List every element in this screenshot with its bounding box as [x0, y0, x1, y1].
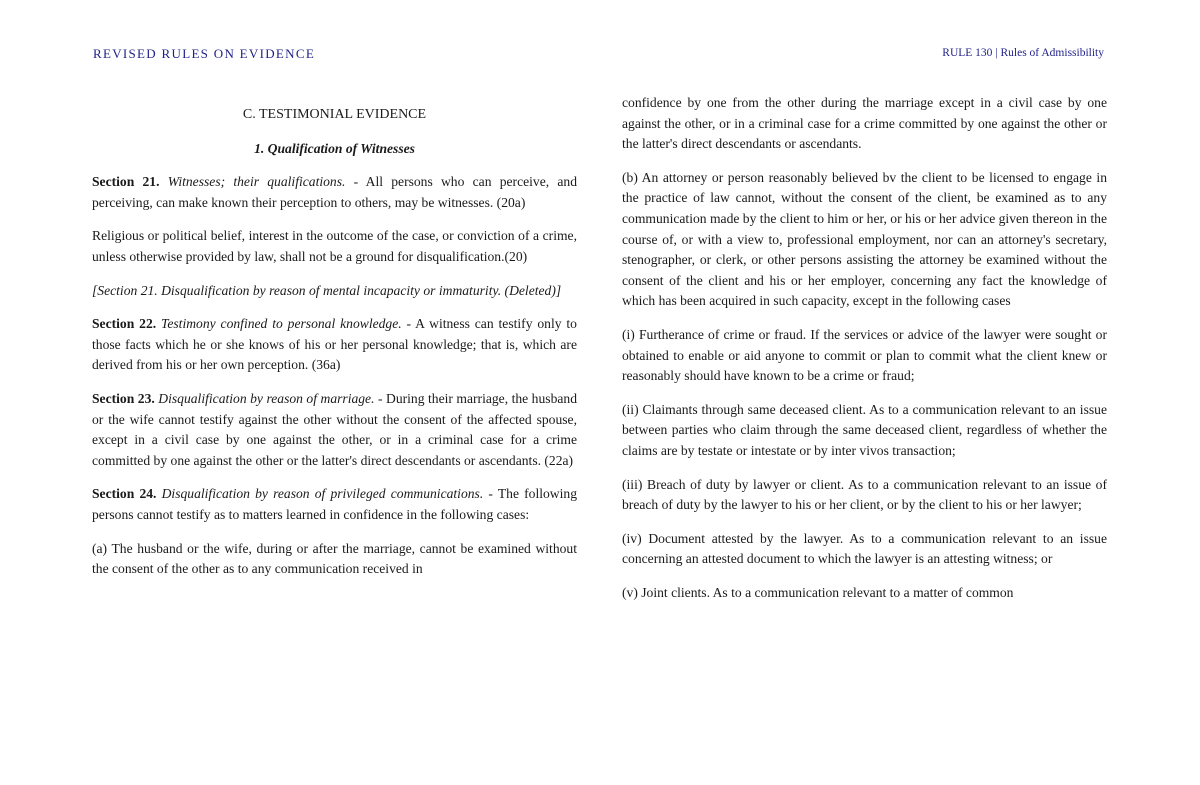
running-header-title: REVISED RULES ON EVIDENCE	[93, 46, 316, 61]
section-23-label: Section 23.	[92, 390, 155, 406]
paragraph-ii: (ii) Claimants through same deceased client. As to a communication relevant to an issue between parties who claim through the same deceased client, regardless of whether the claims are by testate or intestate or by inter vivos transaction;	[622, 401, 1107, 458]
paragraph-i: (i) Furtherance of crime or fraud. If the services or advice of the lawyer were sought or obtained to enable or aid anyone to commit or plan to commit what the client knew or reasonably should have known to be a crime or fraud;	[622, 326, 1107, 384]
section-23-title: Disqualification by reason of marriage.	[158, 390, 375, 406]
running-header-rule: RULE 130 | Rules of Admissibility	[942, 47, 1104, 59]
section-21-title: Witnesses; their qualifications.	[167, 174, 346, 190]
left-column	[92, 93, 577, 593]
deleted-section-paragraph: [Section 21. Disqualification by reason of mental incapacity or immaturity. (Deleted)]	[92, 282, 562, 298]
section-22-title: Testimony confined to personal knowledge.	[161, 316, 402, 332]
paragraph-a-continued: confidence by one from the other during the marriage except in a civil case by one against the other, or in a criminal case for a crime committed by one against the other or the latter's direct descendants or ascendants.	[622, 95, 1107, 152]
section-21-label: Section 21.	[92, 174, 160, 190]
right-column	[622, 93, 1107, 616]
section-24-body: - The following persons cannot testify as to matters learned in confidence in the following cases:	[92, 486, 577, 522]
section-21-paragraph	[92, 172, 577, 213]
section-24-title: Disqualification by reason of privileged communications.	[161, 486, 484, 502]
section-21-body: - All persons who can perceive, and perceiving, can make known their perception to others, may be witnesses. (20a)	[92, 174, 577, 210]
paragraph-b: (b) An attorney or person reasonably believed bv the client to be licensed to engage in the practice of law cannot, without the consent of the client, be examined as to any communication made by the client to him or her, or his or her advice given thereon in the course of, or with a view to, professional employment, nor can an attorney's secretary, stenographer, or clerk, or other persons assisting the attorney be examined without the consent of the client and his or her employer, concerning any fact the knowledge of which has been acquired in such capacity, except in the following cases	[622, 169, 1107, 309]
section-22-label: Section 22.	[92, 316, 157, 332]
section-24-paragraph	[92, 484, 577, 525]
section-22-paragraph	[92, 314, 577, 376]
section-22-body: - A witness can testify only to those facts which he or she knows of his or her personal knowledge; that is, which are derived from his or her own perception. (36a)	[92, 316, 577, 373]
subsection-heading: 1. Qualification of Witnesses	[254, 140, 415, 156]
paragraph-a: (a) The husband or the wife, during or after the marriage, cannot be examined without the consent of the other as to any communication received in	[92, 540, 577, 577]
paragraph-iv: (iv) Document attested by the lawyer. As to a communication relevant to an issue concerning an attested document to which the lawyer is an attesting witness; or	[622, 530, 1107, 567]
religious-belief-paragraph: Religious or political belief, interest in the outcome of the case, or conviction of a crime, unless otherwise provided by law, shall not be a ground for disqualification.(20)	[92, 228, 577, 264]
section-heading: C. TESTIMONIAL EVIDENCE	[242, 107, 427, 122]
paragraph-v: (v) Joint clients. As to a communication relevant to a matter of common	[622, 584, 1014, 600]
section-24-label: Section 24.	[92, 486, 157, 502]
paragraph-iii: (iii) Breach of duty by lawyer or client. As to a communication relevant to an issue of breach of duty by the lawyer to his or her client, or by the client to his or her lawyer;	[622, 476, 1107, 513]
section-23-body: - During their marriage, the husband or the wife cannot testify against the other without the consent of the affected spouse, except in a civil case by one against the other, or in a criminal case for a crime committed by one against the other or the latter's direct descendants or ascendants. (22a)	[92, 390, 577, 468]
section-23-paragraph	[92, 389, 577, 471]
